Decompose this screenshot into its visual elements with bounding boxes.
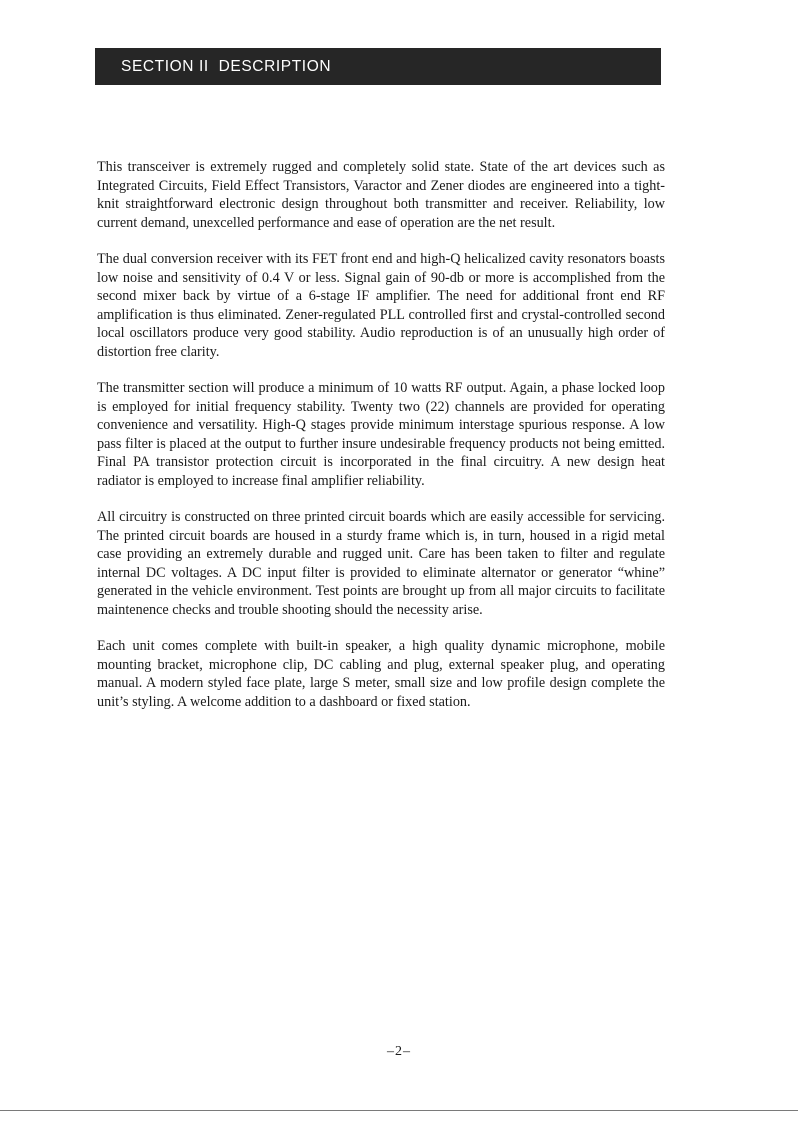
section-title-bar	[95, 48, 661, 85]
paragraph-intro: This transceiver is extremely rugged and completely solid state. State of the art devices such as Integrated Circuits, Field Effect Transistors, Varactor and Zener diodes are engineered into a tight-knit straightforward electronic design throughout both transmitter and receiver. Reliability, low current demand, unexcelled performance and ease of operation are the net result.	[97, 159, 665, 231]
paragraph-receiver: The dual conversion receiver with its FET front end and high-Q helicalized cavity resonators boasts low noise and sensitivity of 0.4 V or less. Signal gain of 90-db or more is accomplished from the second mixer back by virtue of a 6-stage IF amplifier. The need for additional front end RF amplification is thus eliminated. Zener-regulated PLL controlled first and crystal-controlled second local oscillators produce very good stability. Audio reproduction is of an unusually high order of distortion free clarity.	[97, 251, 665, 360]
page-number: –2–	[387, 1044, 411, 1059]
paragraph-transmitter: The transmitter section will produce a minimum of 10 watts RF output. Again, a phase locked loop is employed for initial frequency stability. Twenty two (22) channels are provided for operating convenience and versatility. High-Q stages provide minimum interstage spurious response. A low pass filter is placed at the output to further insure undesirable frequency products not being emitted. Final PA transistor protection circuit is incorporated in the final circuitry. A new design heat radiator is employed to increase final amplifier reliability.	[97, 380, 665, 489]
bottom-divider	[0, 1110, 798, 1111]
paragraph-circuitry: All circuitry is constructed on three printed circuit boards which are easily accessible for servicing. The printed circuit boards are housed in a sturdy frame which is, in turn, housed in a rigid metal case providing an extremely durable and rugged unit. Care has been taken to filter and regulate internal DC voltages. A DC input filter is provided to eliminate alternator or generator “whine” generated in the vehicle environment. Test points are brought up from all major circuits to facilitate maintenence checks and trouble shooting should the necessity arise.	[97, 509, 665, 618]
paragraph-accessories: Each unit comes complete with built-in speaker, a high quality dynamic microphone, mobile mounting bracket, microphone clip, DC cabling and plug, external speaker plug, and operating manual. A modern styled face plate, large S meter, small size and low profile design complete the unit’s styling. A welcome addition to a dashboard or fixed station.	[97, 638, 665, 710]
body-text	[97, 158, 665, 729]
section-title: SECTION II DESCRIPTION	[121, 58, 332, 75]
